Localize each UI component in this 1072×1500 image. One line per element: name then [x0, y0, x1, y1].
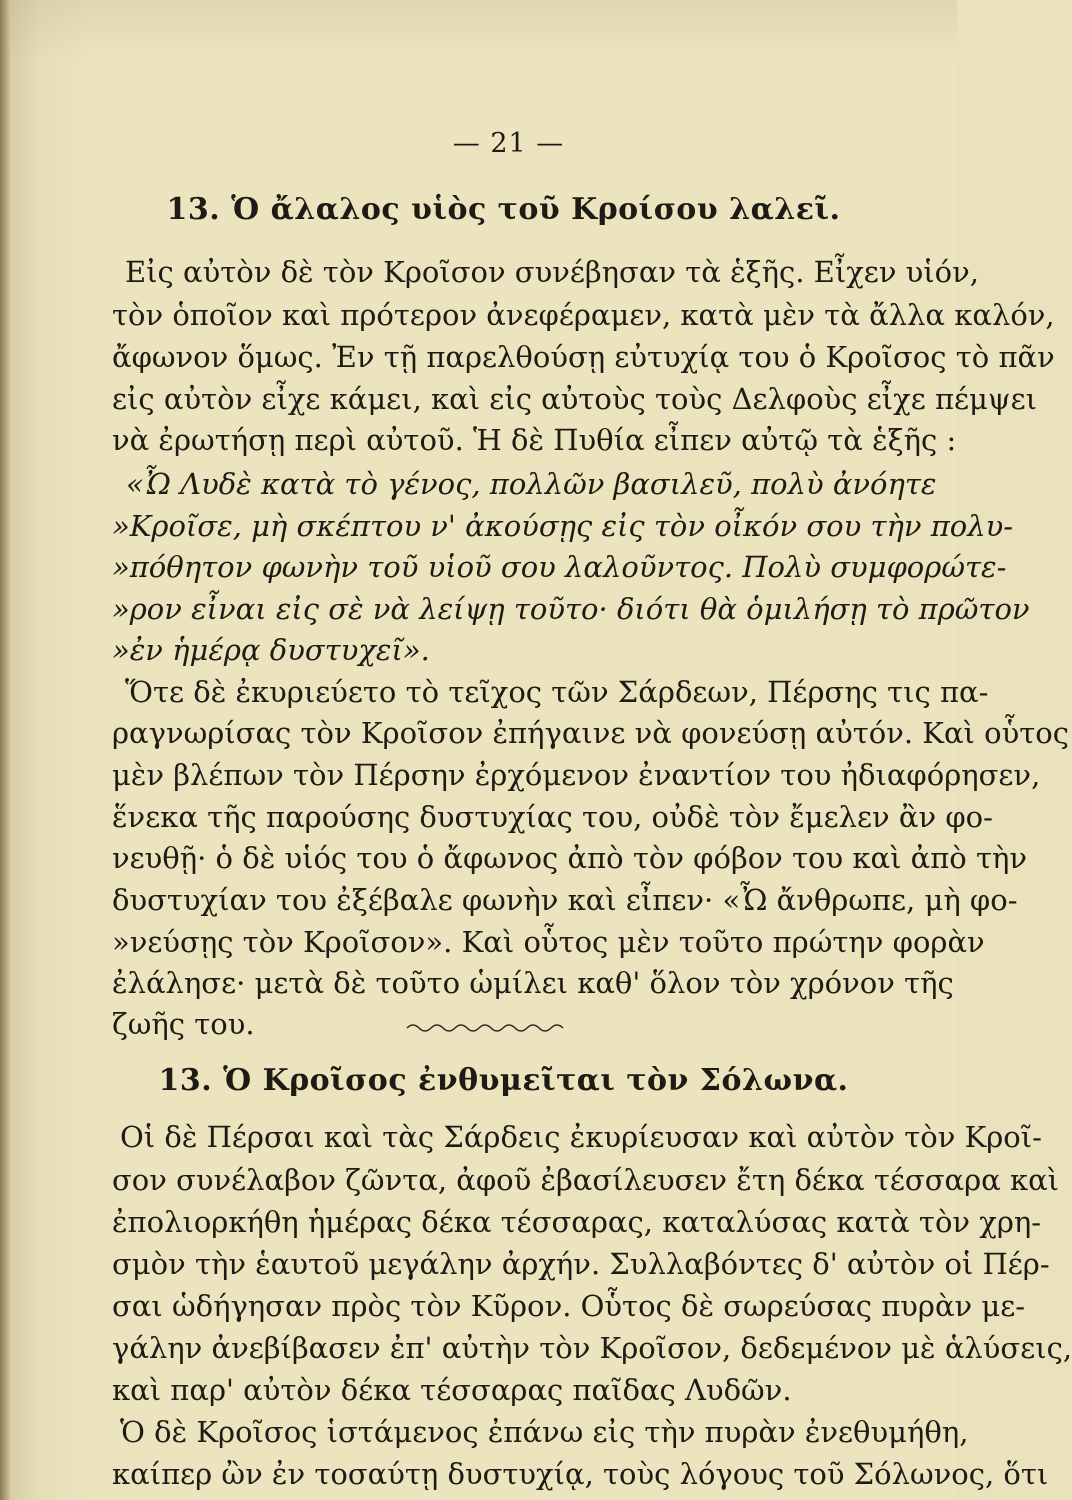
text-line: »νεύσῃς τὸν Κροῖσον». Καὶ οὗτος μὲν τοῦτο πρώτην φορὰν: [112, 925, 985, 959]
text-line: νὰ ἐρωτήσῃ περὶ αὐτοῦ. Ἡ δὲ Πυθία εἶπεν αὐτῷ τὰ ἑξῆς :: [112, 423, 957, 457]
text-line: καίπερ ὢν ἐν τοσαύτῃ δυστυχίᾳ, τοὺς λόγους τοῦ Σόλωνος, ὅτι: [112, 1457, 1049, 1491]
text-line: Ὁ δὲ Κροῖσος ἱστάμενος ἐπάνω εἰς τὴν πυρὰν ἐνεθυμήθη,: [120, 1415, 969, 1449]
text-line-oracle: «Ὦ Λυδὲ κατὰ τὸ γένος, πολλῶν βασιλεῦ, πολὺ ἀνόητε: [126, 467, 937, 501]
text-line: Ὅτε δὲ ἐκυριεύετο τὸ τεῖχος τῶν Σάρδεων, Πέρσης τις πα-: [125, 675, 989, 709]
text-line-oracle: »Κροῖσε, μὴ σκέπτου ν' ἀκούσῃς εἰς τὸν οἶκόν σου τὴν πολυ-: [112, 509, 1014, 543]
text-line: εἰς αὐτὸν εἶχε κάμει, καὶ εἰς αὐτοὺς τοὺς Δελφοὺς εἶχε πέμψει: [112, 382, 1038, 416]
text-line: σαι ὡδήγησαν πρὸς τὸν Κῦρον. Οὗτος δὲ σωρεύσας πυρὰν με-: [112, 1289, 1026, 1323]
text-line: δυστυχίαν του ἐξέβαλε φωνὴν καὶ εἶπεν· «Ὦ ἄνθρωπε, μὴ φο-: [112, 883, 1018, 917]
text-line: σμὸν τὴν ἑαυτοῦ μεγάλην ἀρχήν. Συλλαβόντες δ' αὐτὸν οἱ Πέρ-: [112, 1247, 1050, 1281]
text-line: ραγνωρίσας τὸν Κροῖσον ἐπήγαινε νὰ φονεύσῃ αὐτόν. Καὶ οὗτος: [112, 716, 1069, 750]
text-line-oracle: »ἐν ἡμέρᾳ δυστυχεῖ».: [112, 633, 430, 667]
text-line: ἐπολιορκήθη ἡμέρας δέκα τέσσαρας, καταλύσας κατὰ τὸν χρη-: [112, 1205, 1042, 1239]
section-heading-2: 13. Ὁ Κροῖσος ἐνθυμεῖται τὸν Σόλωνα.: [158, 1063, 849, 1098]
text-line: ἐλάλησε· μετὰ δὲ τοῦτο ὡμίλει καθ' ὅλον τὸν χρόνον τῆς: [112, 966, 954, 1000]
text-line: Εἰς αὐτὸν δὲ τὸν Κροῖσον συνέβησαν τὰ ἑξῆς. Εἶχεν υἱόν,: [125, 255, 979, 289]
text-line: γάλην ἀνεβίβασεν ἐπ' αὐτὴν τὸν Κροῖσον, δεδεμένον μὲ ἁλύσεις,: [112, 1331, 1072, 1365]
text-line: ζωῆς του.: [112, 1007, 255, 1041]
wavy-divider: [405, 1020, 565, 1036]
text-line: καὶ παρ' αὐτὸν δέκα τέσσαρας παῖδας Λυδῶν.: [112, 1373, 792, 1407]
text-line: ἄφωνον ὅμως. Ἐν τῇ παρελθούσῃ εὐτυχίᾳ του ὁ Κροῖσος τὸ πᾶν: [112, 340, 1055, 374]
binding-edge: [0, 0, 10, 1500]
section-heading-1: 13. Ὁ ἄλαλος υἱὸς τοῦ Κροίσου λαλεῖ.: [166, 192, 841, 227]
page-number: — 21 —: [452, 128, 565, 159]
text-line-oracle: »πόθητον φωνὴν τοῦ υἱοῦ σου λαλοῦντος. Πολὺ συμφορώτε-: [112, 550, 1007, 584]
text-line: τὸν ὁποῖον καὶ πρότερον ἀνεφέραμεν, κατὰ μὲν τὰ ἄλλα καλόν,: [112, 298, 1055, 332]
text-line: ἕνεκα τῆς παρούσης δυστυχίας του, οὐδὲ τὸν ἔμελεν ἂν φο-: [112, 800, 993, 834]
text-line: νευθῇ· ὁ δὲ υἱός του ὁ ἄφωνος ἀπὸ τὸν φόβον του καὶ ἀπὸ τὴν: [112, 841, 1028, 875]
text-line-oracle: »ρον εἶναι εἰς σὲ νὰ λείψῃ τοῦτο· διότι θὰ ὁμιλήσῃ τὸ πρῶτον: [112, 592, 1030, 626]
text-line: Οἱ δὲ Πέρσαι καὶ τὰς Σάρδεις ἐκυρίευσαν καὶ αὐτὸν τὸν Κροῖ-: [120, 1120, 1042, 1154]
text-line: σον συνέλαβον ζῶντα, ἀφοῦ ἐβασίλευσεν ἔτη δέκα τέσσαρα καὶ: [112, 1163, 1060, 1197]
text-line: μὲν βλέπων τὸν Πέρσην ἐρχόμενον ἐναντίον του ἠδιαφόρησεν,: [112, 758, 1041, 792]
